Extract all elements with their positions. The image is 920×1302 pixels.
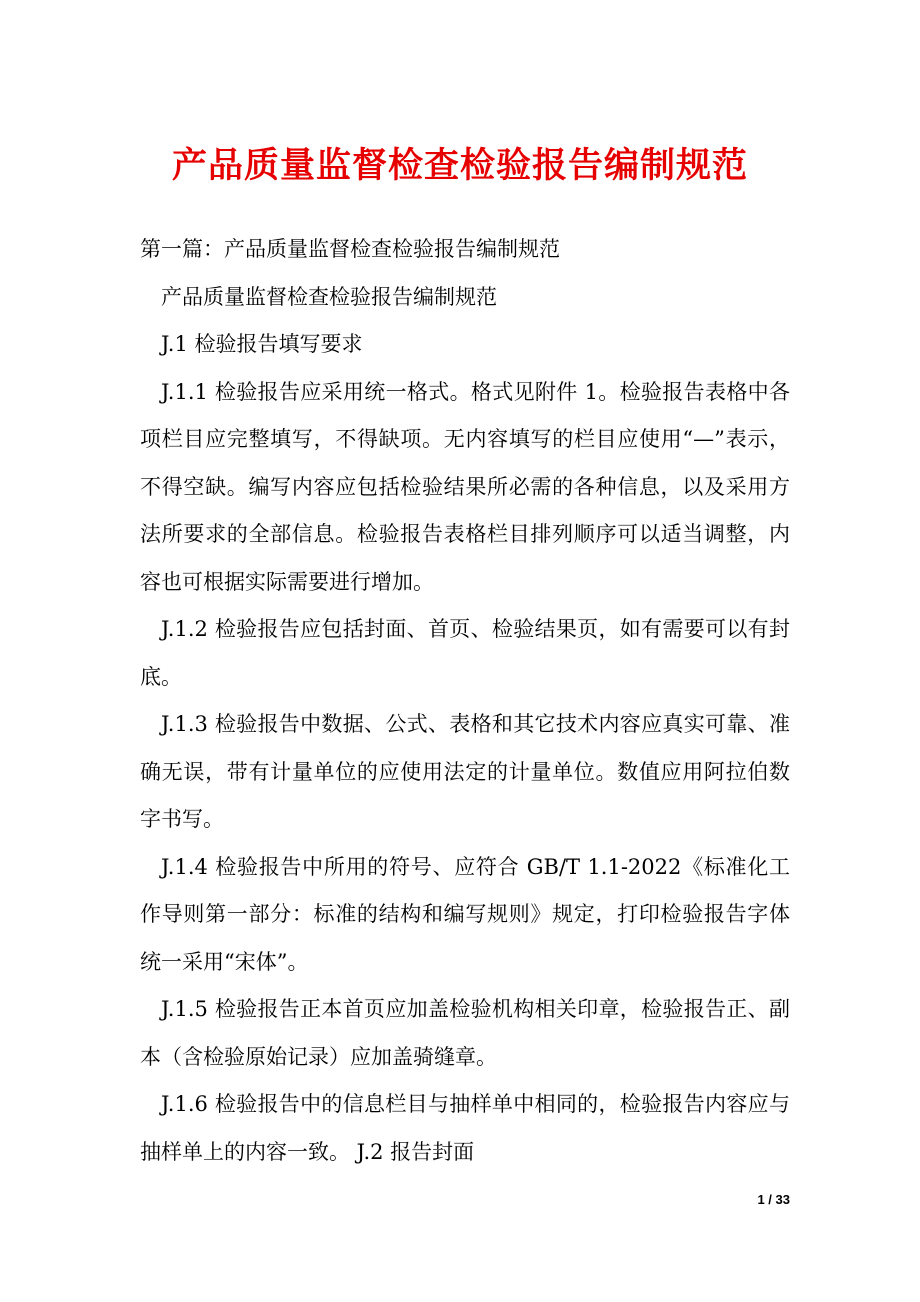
page-number: 1 / 33: [757, 1192, 790, 1207]
paragraph-j1-5: J.1.5 检验报告正本首页应加盖检验机构相关印章，检验报告正、副本（含检验原始记录）应加盖骑缝章。: [140, 997, 790, 1069]
paragraph-part-heading: 第一篇：产品质量监督检查检验报告编制规范: [140, 237, 560, 261]
paragraph-j1-3: J.1.3 检验报告中数据、公式、表格和其它技术内容应真实可靠、准确无误，带有计量单位的应使用法定的计量单位。数值应用阿拉伯数字书写。: [140, 712, 790, 831]
paragraph-section-j1: J.1 检验报告填写要求: [161, 332, 363, 356]
paragraph-j1-4: J.1.4 检验报告中所用的符号、应符合 GB/T 1.1-2022《标准化工作导则第一部分：标准的结构和编写规则》规定，打印检验报告字体统一采用“宋体”。: [140, 854, 790, 974]
paragraph-j1-6: J.1.6 检验报告中的信息栏目与抽样单中相同的，检验报告内容应与抽样单上的内容一致。 J.2 报告封面: [140, 1092, 790, 1164]
document-title: 产品质量监督检查检验报告编制规范: [171, 145, 748, 186]
document-body: [140, 226, 790, 1176]
paragraph-subtitle: 产品质量监督检查检验报告编制规范: [161, 284, 497, 309]
paragraph-j1-2: J.1.2 检验报告应包括封面、首页、检验结果页，如有需要可以有封底。: [140, 617, 790, 689]
paragraph-j1-1: J.1.1 检验报告应采用统一格式。格式见附件 1。检验报告表格中各项栏目应完整填写，不得缺项。无内容填写的栏目应使用“—”表示，不得空缺。编写内容应包括检验结果所必需的各种信息，以及采用方法所要求的全部信息。检验报告表格栏目排列顺序可以适当调整，内容也可根据实际需要进行增加。: [140, 379, 790, 594]
